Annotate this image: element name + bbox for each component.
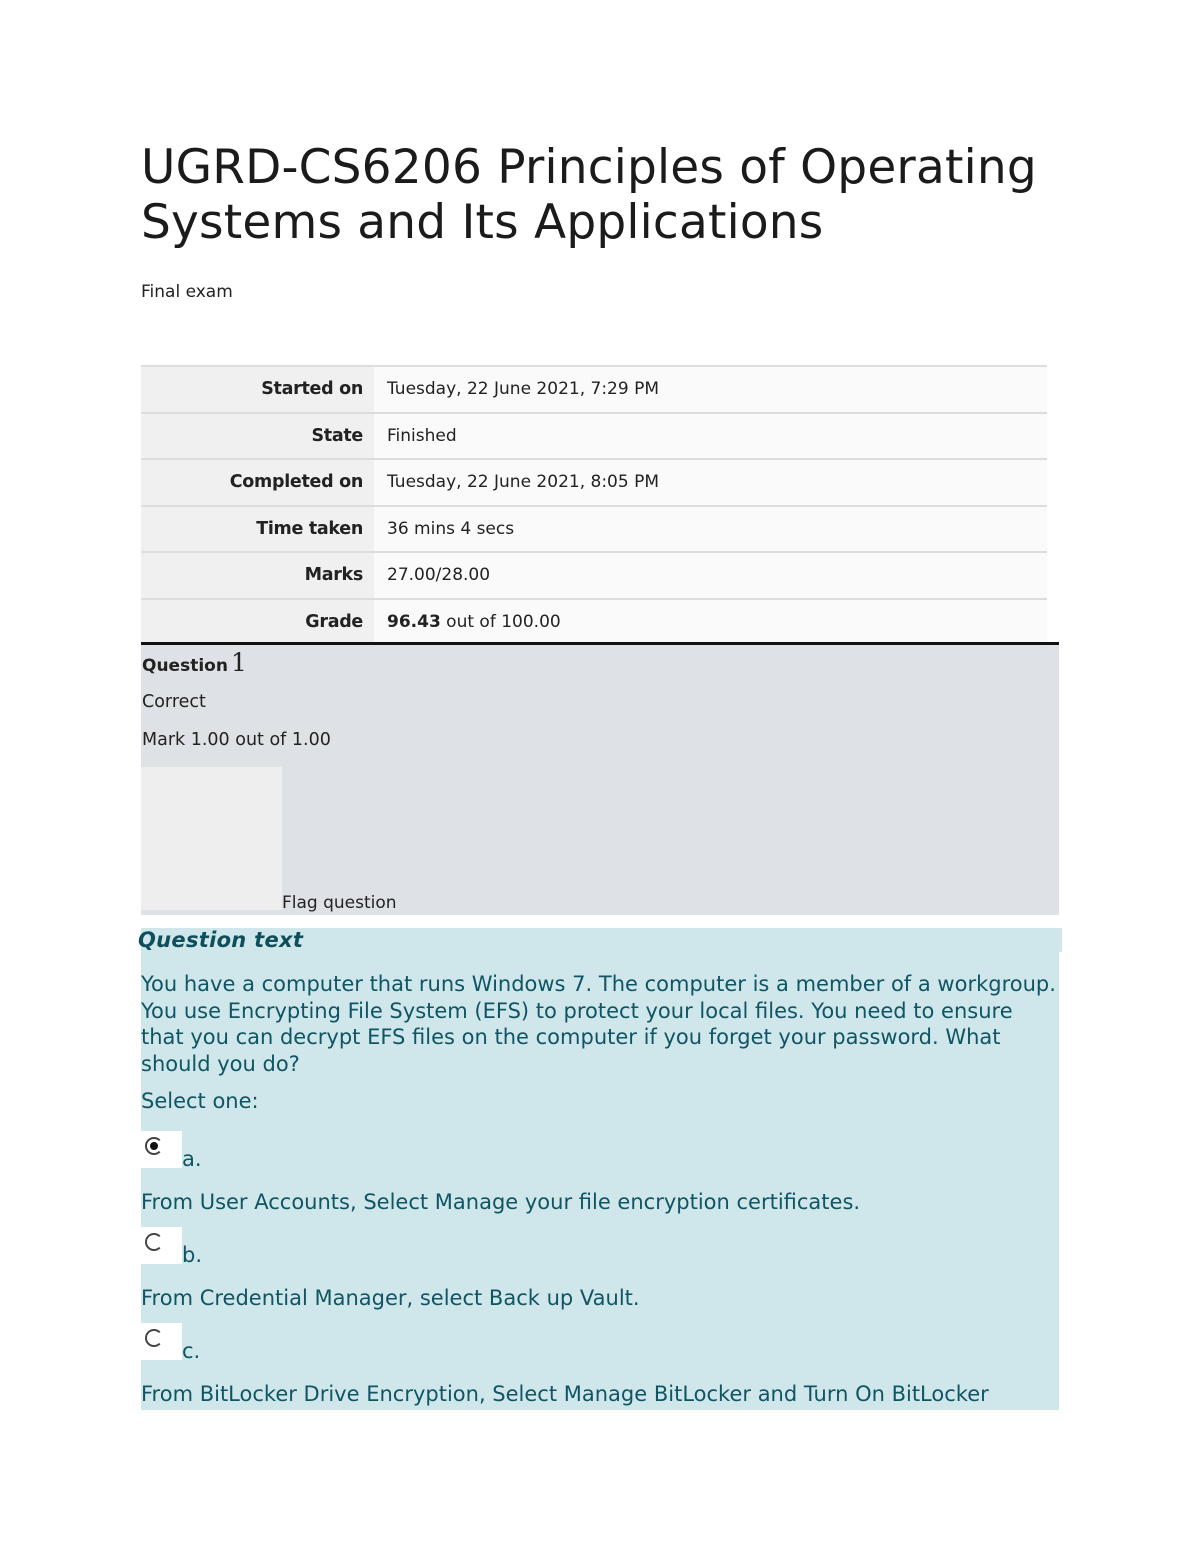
option-letter: c. [182, 1339, 201, 1363]
option-c-text[interactable]: From BitLocker Drive Encryption, Select Manage BitLocker and Turn On BitLocker [141, 1382, 989, 1406]
summary-value: Tuesday, 22 June 2021, 7:29 PM [374, 366, 1047, 413]
option-b-text[interactable]: From Credential Manager, select Back up Vault. [141, 1286, 640, 1310]
summary-value: Tuesday, 22 June 2021, 8:05 PM [374, 459, 1047, 506]
page-title: UGRD-CS6206 Principles of Operating Systems and Its Applications [141, 140, 1037, 250]
summary-row-completed [141, 459, 1047, 506]
summary-row-started [141, 366, 1047, 413]
heading-strip [1059, 928, 1062, 952]
radio-unchecked-icon [145, 1233, 163, 1251]
summary-value [374, 599, 1047, 646]
question-number-value: 1 [230, 648, 247, 677]
quiz-name: Final exam [141, 282, 233, 302]
question-grade: Mark 1.00 out of 1.00 [142, 730, 331, 750]
radio-button[interactable] [141, 1131, 182, 1168]
summary-row-state [141, 413, 1047, 460]
summary-label: Time taken [141, 506, 374, 553]
grade-value: 96.43 [387, 611, 441, 632]
question-state: Correct [142, 692, 206, 712]
question-text-panel [138, 928, 1059, 1410]
summary-row-grade [141, 599, 1047, 646]
question-text-heading: Question text [138, 928, 304, 952]
summary-row-marks [141, 552, 1047, 599]
select-prompt: Select one: [141, 1089, 259, 1113]
summary-label: Marks [141, 552, 374, 599]
summary-value: 36 mins 4 secs [374, 506, 1047, 553]
summary-label: Completed on [141, 459, 374, 506]
option-letter: b. [182, 1243, 203, 1267]
attempt-summary-table [141, 365, 1047, 646]
option-letter: a. [182, 1147, 202, 1171]
radio-button[interactable] [141, 1323, 182, 1360]
flag-icon[interactable] [141, 767, 282, 910]
summary-value: 27.00/28.00 [374, 552, 1047, 599]
question-number [142, 648, 247, 677]
summary-row-time-taken [141, 506, 1047, 553]
grade-suffix: out of 100.00 [440, 611, 561, 632]
radio-unchecked-icon [145, 1329, 163, 1347]
option-a-text[interactable]: From User Accounts, Select Manage your file encryption certificates. [141, 1190, 861, 1214]
question-label: Question [142, 656, 228, 676]
summary-label: State [141, 413, 374, 460]
radio-button[interactable] [141, 1227, 182, 1264]
radio-checked-icon [145, 1137, 163, 1155]
question-body: You have a computer that runs Windows 7. The computer is a member of a workgroup. You use Encrypting File System (EFS) to protect your local files. You need to ensure that you can decrypt EFS files on the computer if you forget your password. What should you do? [141, 972, 1056, 1076]
flag-question-link[interactable]: Flag question [282, 893, 397, 913]
question-info-panel [141, 642, 1059, 915]
summary-label: Started on [141, 366, 374, 413]
summary-label: Grade [141, 599, 374, 646]
summary-value: Finished [374, 413, 1047, 460]
